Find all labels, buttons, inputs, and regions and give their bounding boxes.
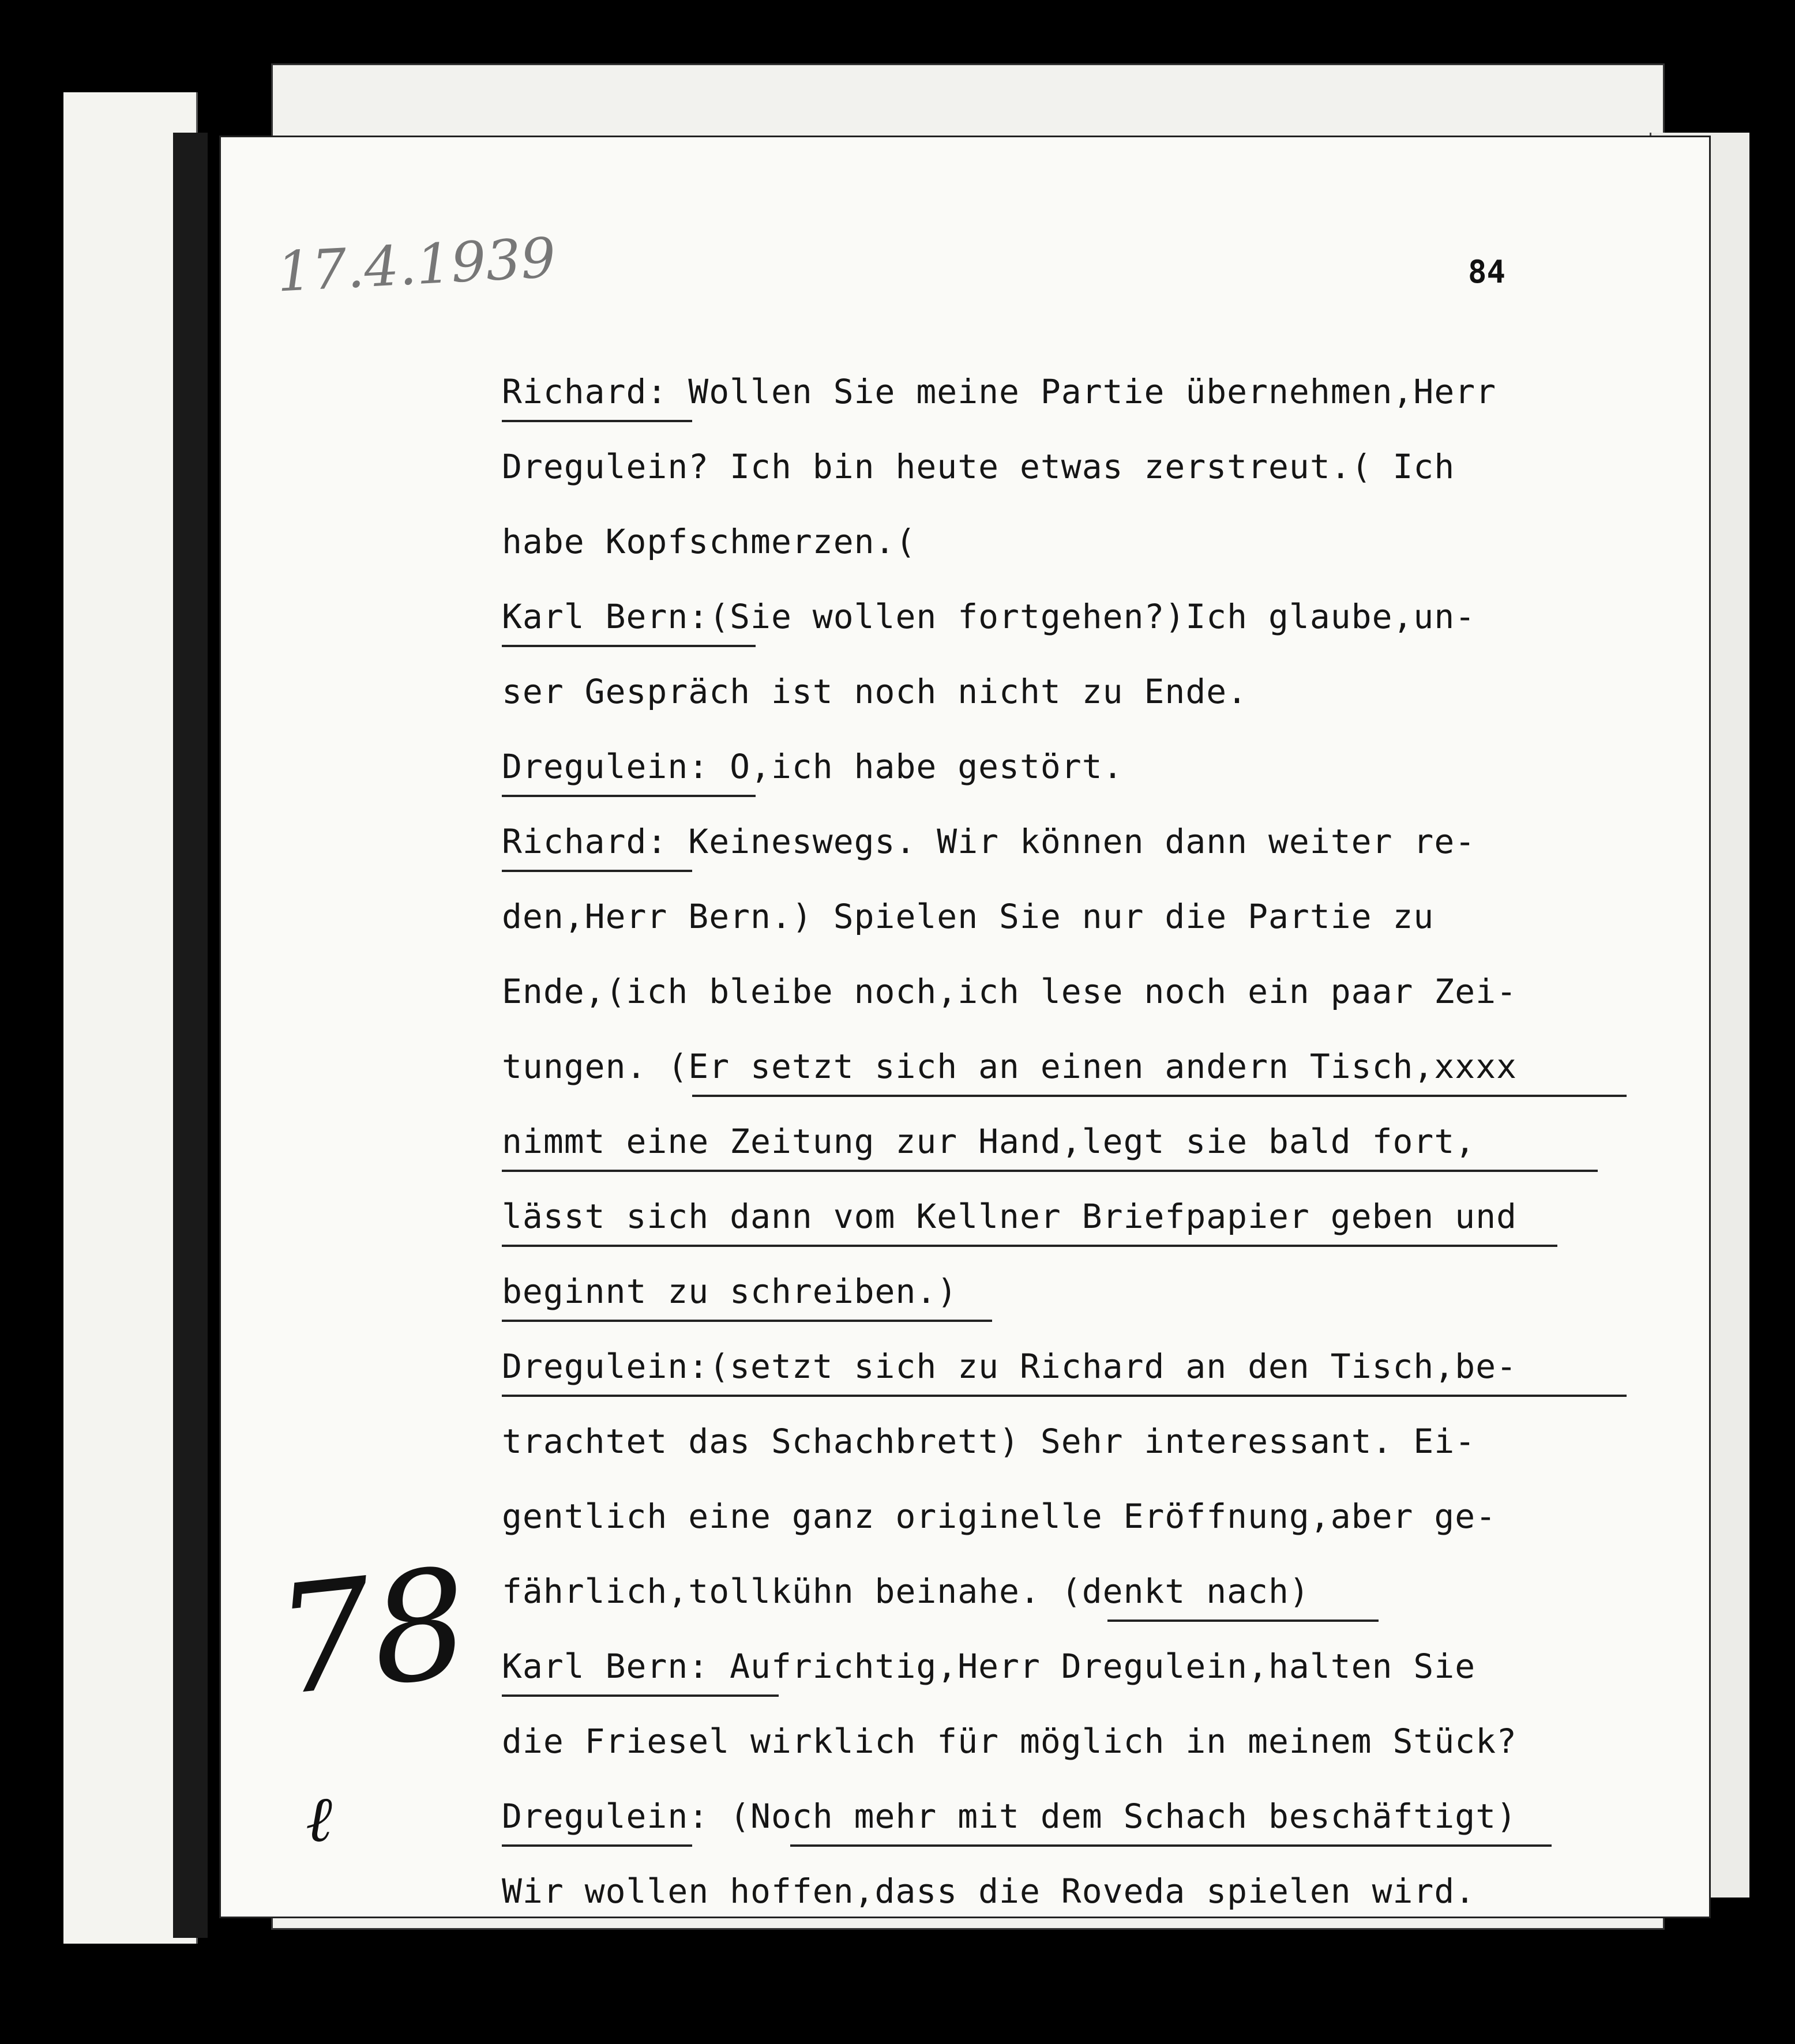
script-line: ser Gespräch ist noch nicht zu Ende.	[502, 672, 1248, 711]
script-line: Richard: Keineswegs. Wir können dann weiter re-	[502, 822, 1476, 861]
sheet-shadow	[173, 133, 208, 1938]
stage-direction-underline	[502, 1170, 1598, 1172]
stage-direction-underline	[502, 1245, 1557, 1247]
handwritten-number: 78	[268, 1536, 476, 1730]
script-line: tungen. (Er setzt sich an einen andern Tisch,xxxx	[502, 1047, 1518, 1086]
speaker-underline	[502, 420, 692, 422]
script-line: Richard: Wollen Sie meine Partie übernehmen,Herr	[502, 372, 1497, 411]
script-line: Dregulein: (Noch mehr mit dem Schach beschäftigt)	[502, 1797, 1518, 1836]
script-line: Karl Bern:(Sie wollen fortgehen?)Ich glaube,un-	[502, 597, 1476, 636]
speaker-underline	[502, 1844, 692, 1847]
script-line: Dregulein? Ich bin heute etwas zerstreut.( Ich	[502, 447, 1455, 486]
stage-direction-underline	[1107, 1620, 1379, 1622]
script-line: gentlich eine ganz originelle Eröffnung,aber ge-	[502, 1497, 1497, 1536]
script-line: nimmt eine Zeitung zur Hand,legt sie bald fort,	[502, 1122, 1476, 1161]
stage-direction-underline	[502, 1395, 1627, 1397]
script-line: Karl Bern: Aufrichtig,Herr Dregulein,halten Sie	[502, 1647, 1476, 1686]
script-line: trachtet das Schachbrett) Sehr interessant. Ei-	[502, 1422, 1476, 1461]
stage-direction-underline	[790, 1844, 1552, 1847]
script-line: die Friesel wirklich für möglich in meinem Stück?	[502, 1722, 1518, 1761]
script-line: Dregulein:(setzt sich zu Richard an den Tisch,be-	[502, 1347, 1518, 1386]
speaker-underline	[502, 795, 756, 797]
script-line: Dregulein: O,ich habe gestört.	[502, 747, 1124, 786]
script-line: fährlich,tollkühn beinahe. (denkt nach)	[502, 1572, 1310, 1611]
script-line: Wir wollen hoffen,dass die Roveda spielen wird.	[502, 1872, 1476, 1911]
speaker-underline	[502, 645, 756, 647]
script-line: lässt sich dann vom Kellner Briefpapier geben und	[502, 1197, 1518, 1236]
stage-direction-underline	[692, 1095, 1627, 1097]
speaker-underline	[502, 1694, 779, 1697]
script-line: beginnt zu schreiben.)	[502, 1272, 958, 1311]
handwritten-mark: ℓ	[306, 1782, 332, 1856]
handwritten-date: 17.4.1939	[275, 226, 558, 305]
script-line: den,Herr Bern.) Spielen Sie nur die Partie zu	[502, 897, 1435, 936]
script-line: habe Kopfschmerzen.(	[502, 522, 917, 561]
speaker-underline	[502, 870, 692, 872]
script-line: Ende,(ich bleibe noch,ich lese noch ein paar Zei-	[502, 972, 1518, 1011]
stage-direction-underline	[502, 1320, 992, 1322]
page-number: 84	[1468, 254, 1506, 290]
